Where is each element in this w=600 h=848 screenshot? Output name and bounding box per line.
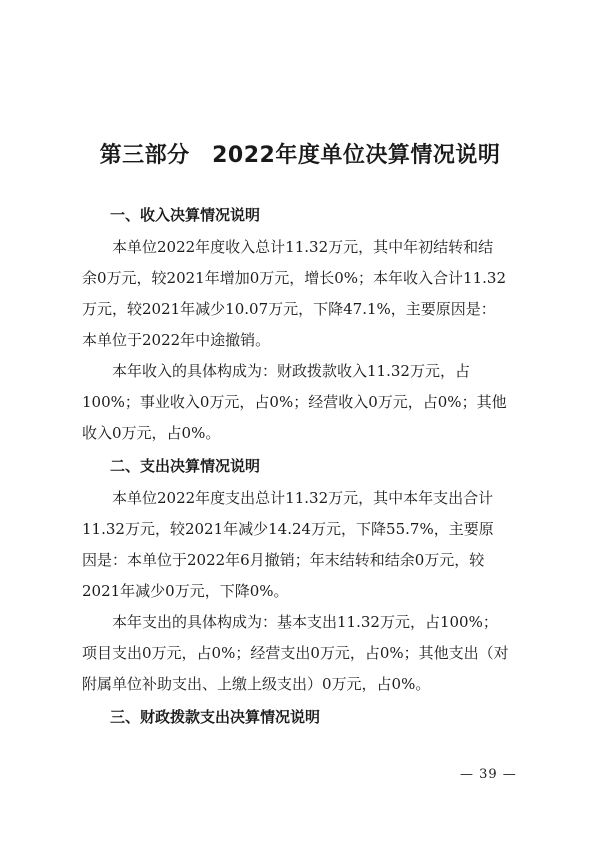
text-line: 本单位于2022年中途撤销。 <box>82 331 271 349</box>
paragraph-income-summary <box>82 232 522 356</box>
text-line: 2021年减少0万元，下降0%。 <box>82 582 289 600</box>
text-line: 本年收入的具体构成为：财政拨款收入11.32万元，占 <box>112 362 470 380</box>
page-number: — 39 — <box>460 767 517 782</box>
text-line: 100%；事业收入0万元，占0%；经营收入0万元，占0%；其他 <box>82 393 507 411</box>
page-title: 第三部分 2022年度单位决算情况说明 <box>99 143 501 168</box>
text-line: 11.32万元，较2021年减少14.24万元，下降55.7%，主要原 <box>82 520 494 538</box>
text-line: 万元，较2021年减少10.07万元，下降47.1%，主要原因是： <box>82 300 496 318</box>
section-heading-fiscal-expenditure: 三、财政拨款支出决算情况说明 <box>110 708 321 726</box>
section-heading-income: 一、收入决算情况说明 <box>110 206 261 224</box>
text-line: 本年支出的具体构成为：基本支出11.32万元，占100%； <box>112 613 498 631</box>
text-line: 本单位2022年度支出总计11.32万元，其中本年支出合计 <box>112 489 494 507</box>
text-line: 余0万元，较2021年增加0万元，增长0%；本年收入合计11.32 <box>82 269 507 287</box>
text-line: 因是：本单位于2022年6月撤销；年末结转和结余0万元，较 <box>82 551 485 569</box>
paragraph-expenditure-summary <box>82 483 522 607</box>
text-line: 附属单位补助支出、上缴上级支出）0万元，占0%。 <box>82 675 431 693</box>
section-heading-expenditure: 二、支出决算情况说明 <box>110 457 261 475</box>
text-line: 本单位2022年度收入总计11.32万元，其中年初结转和结 <box>112 238 494 256</box>
text-line: 项目支出0万元，占0%；经营支出0万元，占0%；其他支出（对 <box>82 644 509 662</box>
text-line: 收入0万元，占0%。 <box>82 424 221 442</box>
paragraph-expenditure-composition <box>82 607 522 700</box>
paragraph-income-composition <box>82 356 522 449</box>
